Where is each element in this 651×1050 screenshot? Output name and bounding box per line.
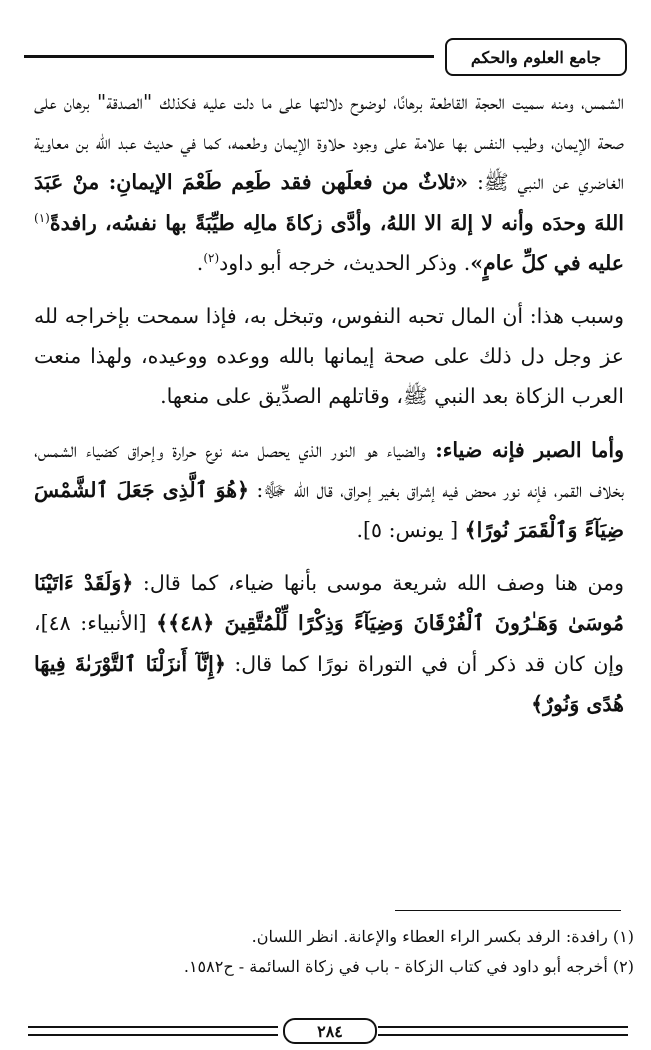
quran-verse: ﴿وَلَقَدْ ءَاتَيْنَا مُوسَىٰ وَهَـٰرُونَ ٱلْفُرْقَانَ وَضِيَآءً وَذِكْرًا لِّلْمُتَّقِينَ ﴿٤٨﴾﴾ — [34, 571, 624, 636]
footer-rule-left — [28, 1026, 278, 1036]
footnote-ref-2: (٢) — [203, 250, 220, 265]
running-header — [24, 36, 627, 76]
book-title-box — [445, 38, 627, 76]
hadith-text-end: عليه في كلِّ عامٍ» — [470, 250, 624, 275]
section-lead: وأما الصبر فإنه ضياء: — [425, 437, 625, 462]
hadith-text: «ثلاثٌ من فعلَهن فقد طَعِم طَعْمَ الإيمانِ: منْ عَبَدَ اللهَ وحدَه وأنه لا إلهَ الا اللهُ، وأدَّى زكاةَ مالِه طيِّبَةً بها نفسُه، رافدةً — [34, 170, 624, 235]
quran-verse: ﴿هُوَ ٱلَّذِى جَعَلَ ٱلشَّمْسَ ضِيَآءً وَٱلْقَمَرَ نُورًا﴾ — [34, 477, 624, 543]
text-run: ومن هنا وصف الله شريعة موسى بأنها ضياء، كما قال: — [133, 571, 624, 596]
footnote-2: (٢) أخرجه أبو داود في كتاب الزكاة - باب في زكاة السائمة - ح١٥٨٢. — [183, 957, 634, 976]
footnote-1: (١) رافدة: الرفد بكسر الراء العطاء والإعانة. انظر اللسان. — [251, 927, 634, 946]
page-number-box — [283, 1018, 377, 1044]
quran-verse: ﴿إِنَّآ أَنزَلْنَا ٱلتَّوْرَىٰةَ فِيهَا هُدًى وَنُورٌ﴾ — [34, 651, 624, 716]
footer-rule-right — [378, 1026, 628, 1036]
text-run: وسبب هذا: أن المال تحبه النفوس، وتبخل به، فإذا سمحت بإخراجه لله عز وجل دل ذلك على صحة إيمانها بالله ووعده ووعيده، ولهذا منعت العرب الزكاة بعد النبي ﷺ، وقاتلهم الصدِّيق على منعها. — [34, 304, 624, 409]
book-title: جامع العلوم والحكم — [470, 47, 602, 67]
footnote-ref-1: (١) — [34, 210, 50, 225]
page-footer — [28, 1018, 628, 1042]
main-text — [34, 82, 624, 724]
page-number: ٢٨٤ — [317, 1021, 343, 1041]
text-run: والضياء هو النور الذي يحصل منه نوع حرارة وإحراق كضياء الشمس، بخلاف القمر، فإنه نور محض فيه إشراق بغير إحراق، قال الله ﷻ: — [34, 437, 624, 502]
text-run: [الأنبياء: ٤٨]، وإن كان قد ذكر أن في التوراة نورًا كما قال: — [34, 611, 624, 676]
text-run: . — [196, 250, 204, 275]
verse-citation: [ يونس: ٥]. — [356, 518, 465, 543]
header-rule — [24, 55, 434, 58]
paragraph-2 — [34, 296, 624, 417]
text-run: . وذكر الحديث، خرجه أبو داود — [219, 250, 471, 275]
text-run: الشمس، ومنه سميت الحجة القاطعة برهانًا، لوضوح دلالتها على ما دلت عليه فكذلك "الصدقة" برهان على صحة الإيمان، وطيب النفس بها علامة على وجود حلاوة الإيمان وطعمه، كما في حديث عبد الله بن معاوية الغاضري عن النبي ﷺ: — [34, 90, 624, 195]
paragraph-3 — [34, 430, 624, 551]
footnote-separator — [395, 910, 621, 911]
footnotes — [34, 922, 634, 982]
paragraph-4 — [34, 563, 624, 724]
paragraph-1 — [34, 82, 624, 283]
